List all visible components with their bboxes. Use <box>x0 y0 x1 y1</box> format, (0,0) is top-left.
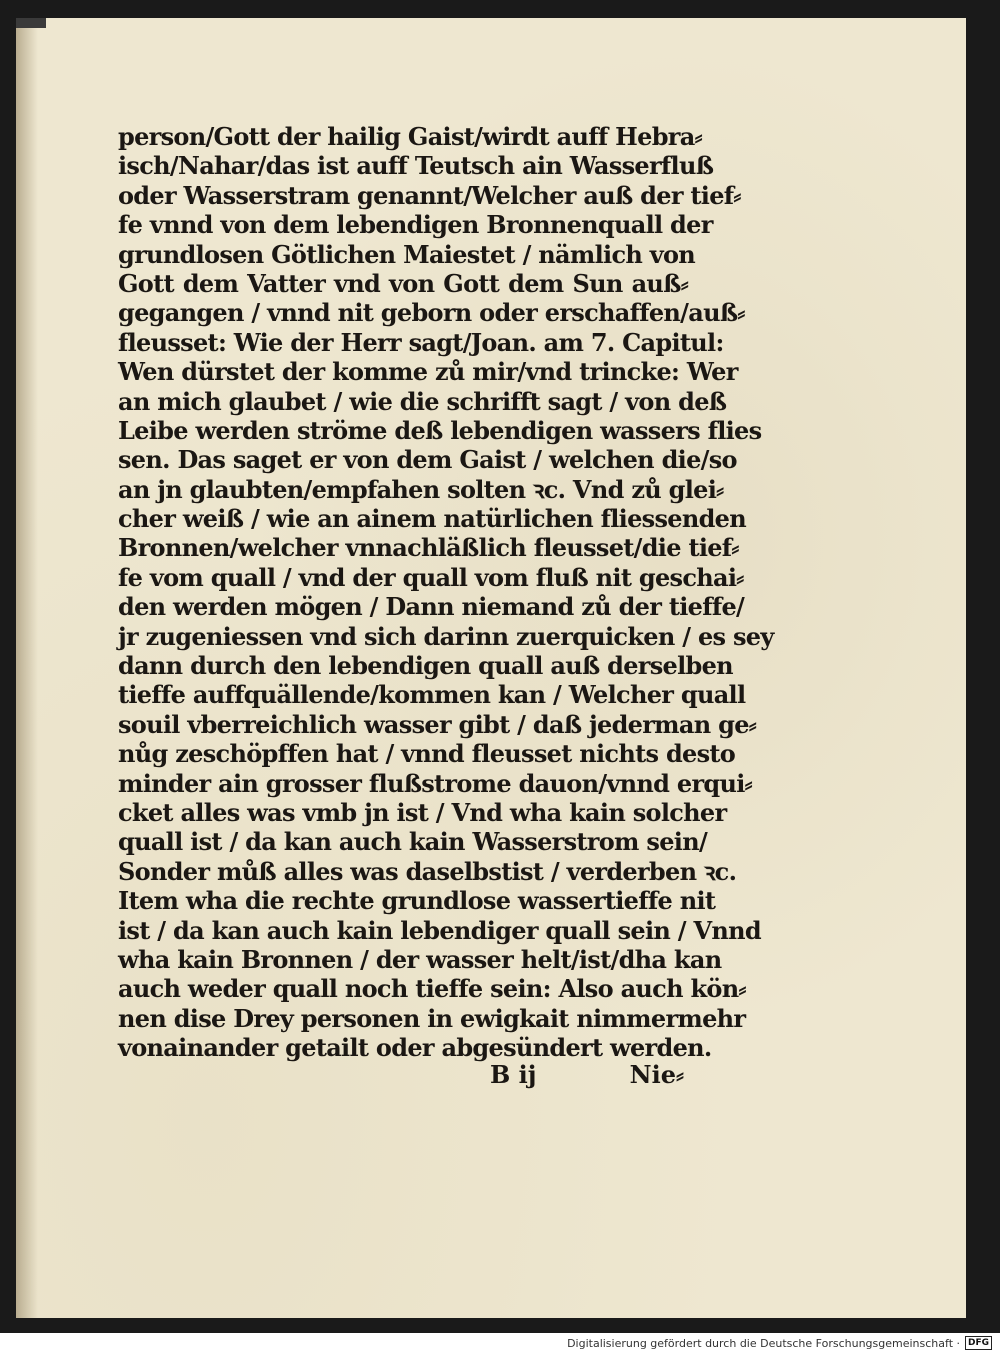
text-line: an mich glaubet / wie die schrifft sagt / von deß <box>118 386 727 416</box>
text-line: Bronnen/welcher vnnachläßlich fleusset/die tief⸗ <box>118 533 739 563</box>
text-line: vonainander getailt oder abgesündert werden. <box>118 1033 712 1063</box>
text-line: Item wha die rechte grundlose wassertieffe nit <box>118 886 716 916</box>
text-line: grundlosen Götlichen Maiestet / nämlich von <box>118 239 696 269</box>
corner-tab <box>16 18 46 28</box>
text-line: Wen dürstet der komme zů mir/vnd trincke: Wer <box>118 357 738 387</box>
credit-text: Digitalisierung gefördert durch die Deutsche Forschungsgemeinschaft · <box>567 1337 960 1350</box>
body-text <box>118 122 774 1063</box>
text-line: auch weder quall noch tieffe sein: Also auch kön⸗ <box>118 974 746 1004</box>
credit-bar <box>0 1333 1000 1354</box>
text-line: nůg zeschöpffen hat / vnnd fleusset nichts desto <box>118 739 736 769</box>
text-line: dann durch den lebendigen quall auß derselben <box>118 651 733 681</box>
text-line: wha kain Bronnen / der wasser helt/ist/dha kan <box>118 944 722 974</box>
text-line: souil vberreichlich wasser gibt / daß jederman ge⸗ <box>118 709 757 739</box>
text-line: Gott dem Vatter vnd von Gott dem Sun auß⸗ <box>118 268 688 298</box>
text-line: oder Wasserstram genannt/Welcher auß der tief⸗ <box>118 180 741 210</box>
text-line: person/Gott der hailig Gaist/wirdt auff Hebra⸗ <box>118 122 702 151</box>
page-gutter <box>16 18 38 1318</box>
text-line: ist / da kan auch kain lebendiger quall sein / Vnnd <box>118 915 762 945</box>
text-line: den werden mögen / Dann niemand zů der tieffe/ <box>118 592 745 622</box>
signature-mark: B ij <box>490 1060 537 1089</box>
text-line: quall ist / da kan auch kain Wasserstrom sein/ <box>118 827 708 857</box>
text-line: an jn glaubten/empfahen solten ꝛc. Vnd zů glei⸗ <box>118 474 724 504</box>
text-line: Sonder můß alles was daselbstist / verderben ꝛc. <box>118 856 737 886</box>
text-line: cher weiß / wie an ainem natürlichen fliessenden <box>118 504 747 534</box>
catchword: Nie⸗ <box>629 1060 684 1089</box>
text-line: jr zugeniessen vnd sich darinn zuerquicken / es sey <box>118 621 774 651</box>
text-line: minder ain grosser flußstrome dauon/vnnd erqui⸗ <box>118 768 752 798</box>
text-line: gegangen / vnnd nit geborn oder erschaffen/auß⸗ <box>118 298 745 328</box>
text-line: cket alles was vmb jn ist / Vnd wha kain solcher <box>118 797 727 827</box>
text-line: Leibe werden ströme deß lebendigen wassers flies <box>118 415 762 445</box>
text-line: tieffe auffquällende/kommen kan / Welcher quall <box>118 680 746 710</box>
text-line: isch/Nahar/das ist auff Teutsch ain Wasserfluß <box>118 151 714 181</box>
text-line: fe vnnd von dem lebendigen Bronnenquall der <box>118 210 713 240</box>
dfg-logo: DFG <box>965 1336 992 1350</box>
text-line: nen dise Drey personen in ewigkait nimmermehr <box>118 1003 746 1033</box>
text-line: fe vom quall / vnd der quall vom fluß nit geschai⸗ <box>118 562 744 592</box>
text-line: fleusset: Wie der Herr sagt/Joan. am 7. Capitul: <box>118 327 724 357</box>
text-line: sen. Das saget er von dem Gaist / welchen die/so <box>118 445 737 475</box>
page-footer <box>118 1060 688 1090</box>
